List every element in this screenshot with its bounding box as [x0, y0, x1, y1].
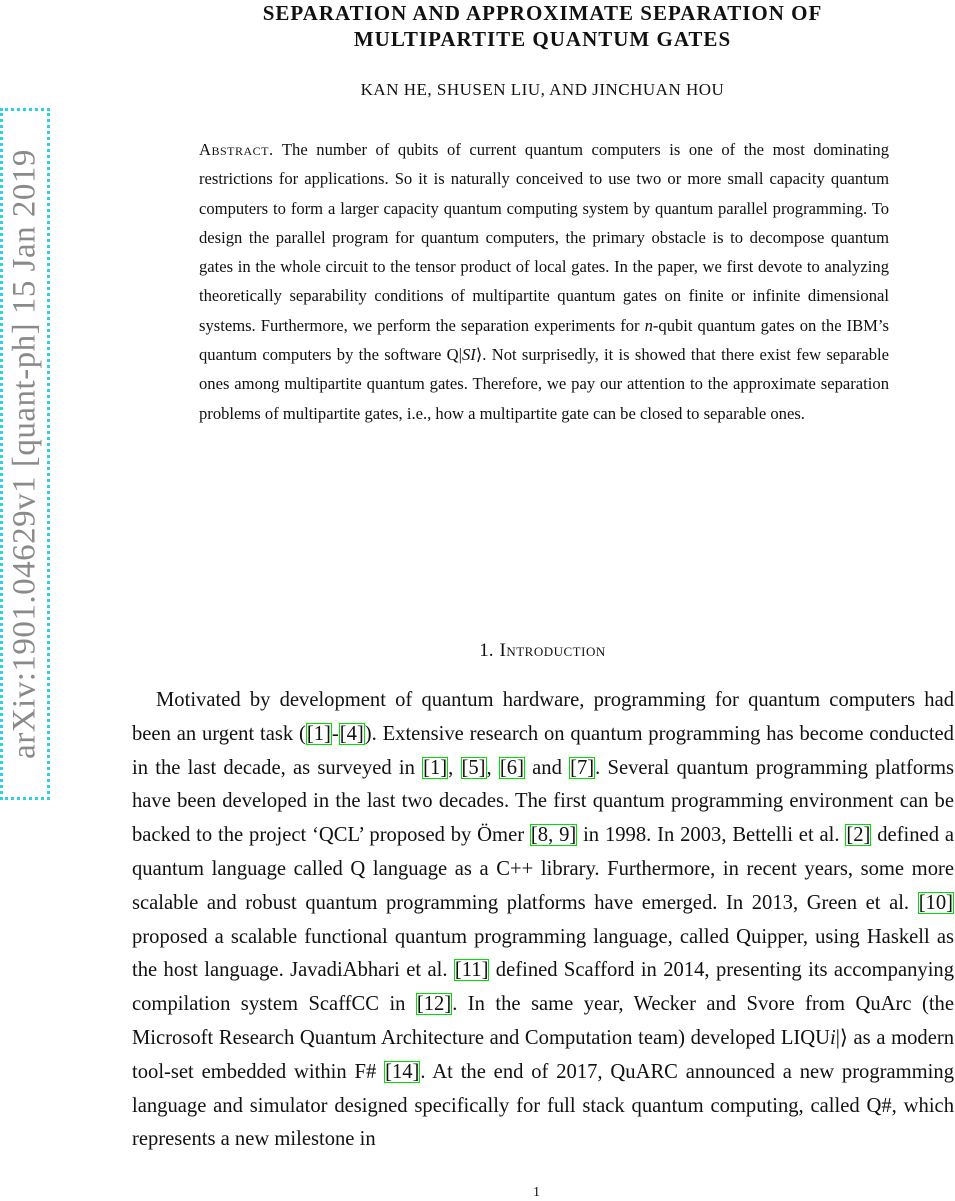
abstract-n-var: n [644, 315, 653, 335]
intro-text: , [486, 756, 499, 779]
intro-text: proposed a scalable functional quantum programming language, called Quipper, using Haskell as the host language. JavadiAbhari et al. [132, 925, 954, 982]
intro-text: defined a quantum language called Q language as a C++ library. Furthermore, in recent years, some more scalable and robust quantum programming platforms have emerged. In 2013, Green et al. [132, 824, 954, 914]
citation-link[interactable]: [8, 9] [530, 824, 577, 847]
arxiv-stamp [0, 108, 50, 800]
citation-link[interactable]: [11] [454, 959, 489, 982]
intro-text: . At the end of 2017, QuARC announced a new programming language and simulator designed specifically for full stack quantum computing, called Q#, which represents a new milestone in [132, 1060, 954, 1151]
citation-link[interactable]: [12] [416, 993, 452, 1016]
intro-text: and [524, 756, 570, 779]
arxiv-stamp-text: arXiv:1901.04629v1 [quant-ph] 15 Jan 2019 [6, 149, 43, 759]
section-number: 1. [479, 640, 494, 661]
intro-text: in 1998. In 2003, Bettelli et al. [577, 824, 846, 847]
intro-text: Motivated by development of quantum hardware, programming for quantum computers had been an urgent task ( [132, 689, 954, 745]
title-line-1: SEPARATION AND APPROXIMATE SEPARATION OF [262, 1, 823, 25]
abstract-si-var: SI [461, 345, 476, 365]
intro-text: ). Extensive research on quantum programming has become conducted in the last decade, as surveyed in [132, 722, 954, 779]
citation-link[interactable]: [5] [461, 756, 486, 779]
citation-link[interactable]: [1] [423, 756, 448, 779]
page-number: 1 [533, 1185, 540, 1200]
intro-text: . In the same year, Wecker and Svore from QuArc (the Microsoft Research Quantum Architecture and Computation team) developed LIQU [132, 993, 954, 1049]
authors: KAN HE, SHUSEN LIU, AND JINCHUAN HOU [360, 80, 725, 99]
intro-text: - [331, 722, 339, 745]
citation-link[interactable]: [1] [306, 722, 331, 745]
intro-text: |⟩ as a modern tool-set embedded within F# [132, 1026, 954, 1083]
intro-text: defined Scafford in 2014, presenting its accompanying compilation system ScaffCC in [132, 959, 955, 1016]
abstract-label: Abstract. [199, 140, 274, 159]
citation-link[interactable]: [10] [918, 891, 953, 914]
intro-paragraph [132, 684, 954, 1157]
section-heading [180, 640, 905, 662]
citation-link[interactable]: [4] [339, 722, 364, 745]
intro-italic-i: i [830, 1026, 836, 1049]
citation-link[interactable]: [6] [499, 756, 524, 779]
abstract-text-1: The number of qubits of current quantum computers is one of the most dominating restrictions for applications. So it is naturally conceived to use two or more small capacity quantum computers to form a larger capacity quantum computing system by quantum parallel programming. To design the parallel program for quantum computers, the primary obstacle is to decompose quantum gates in the whole circuit to the tensor product of local gates. In the paper, we first devote to analyzing theoretically separability conditions of multipartite quantum gates on finite or infinite dimensional systems. Furthermore, we perform the separation experiments for [199, 140, 889, 335]
citation-link[interactable]: [7] [570, 756, 595, 779]
citation-link[interactable]: [14] [385, 1060, 420, 1083]
intro-text: . Several quantum programming platforms have been developed in the last two decades. The first quantum programming environment can be backed to the project ‘QCL’ proposed by Ömer [132, 756, 955, 847]
section-title: Introduction [499, 640, 606, 661]
title-line-2: MULTIPARTITE QUANTUM GATES [353, 27, 732, 51]
abstract-text-2: -qubit quantum gates on the IBM’s quantum computers by the software Q| [199, 315, 890, 365]
intro-text: , [448, 756, 461, 779]
abstract-text-3: ⟩. Not surprisedly, it is showed that there exist few separable ones among multipartite quantum gates. Therefore, we pay our attention to the approximate separation problems of multipartite gates, i.e., how a multipartite gate can be closed to separable ones. [199, 345, 889, 423]
citation-link[interactable]: [2] [846, 824, 871, 847]
paper-title [180, 0, 905, 52]
abstract [199, 135, 889, 428]
